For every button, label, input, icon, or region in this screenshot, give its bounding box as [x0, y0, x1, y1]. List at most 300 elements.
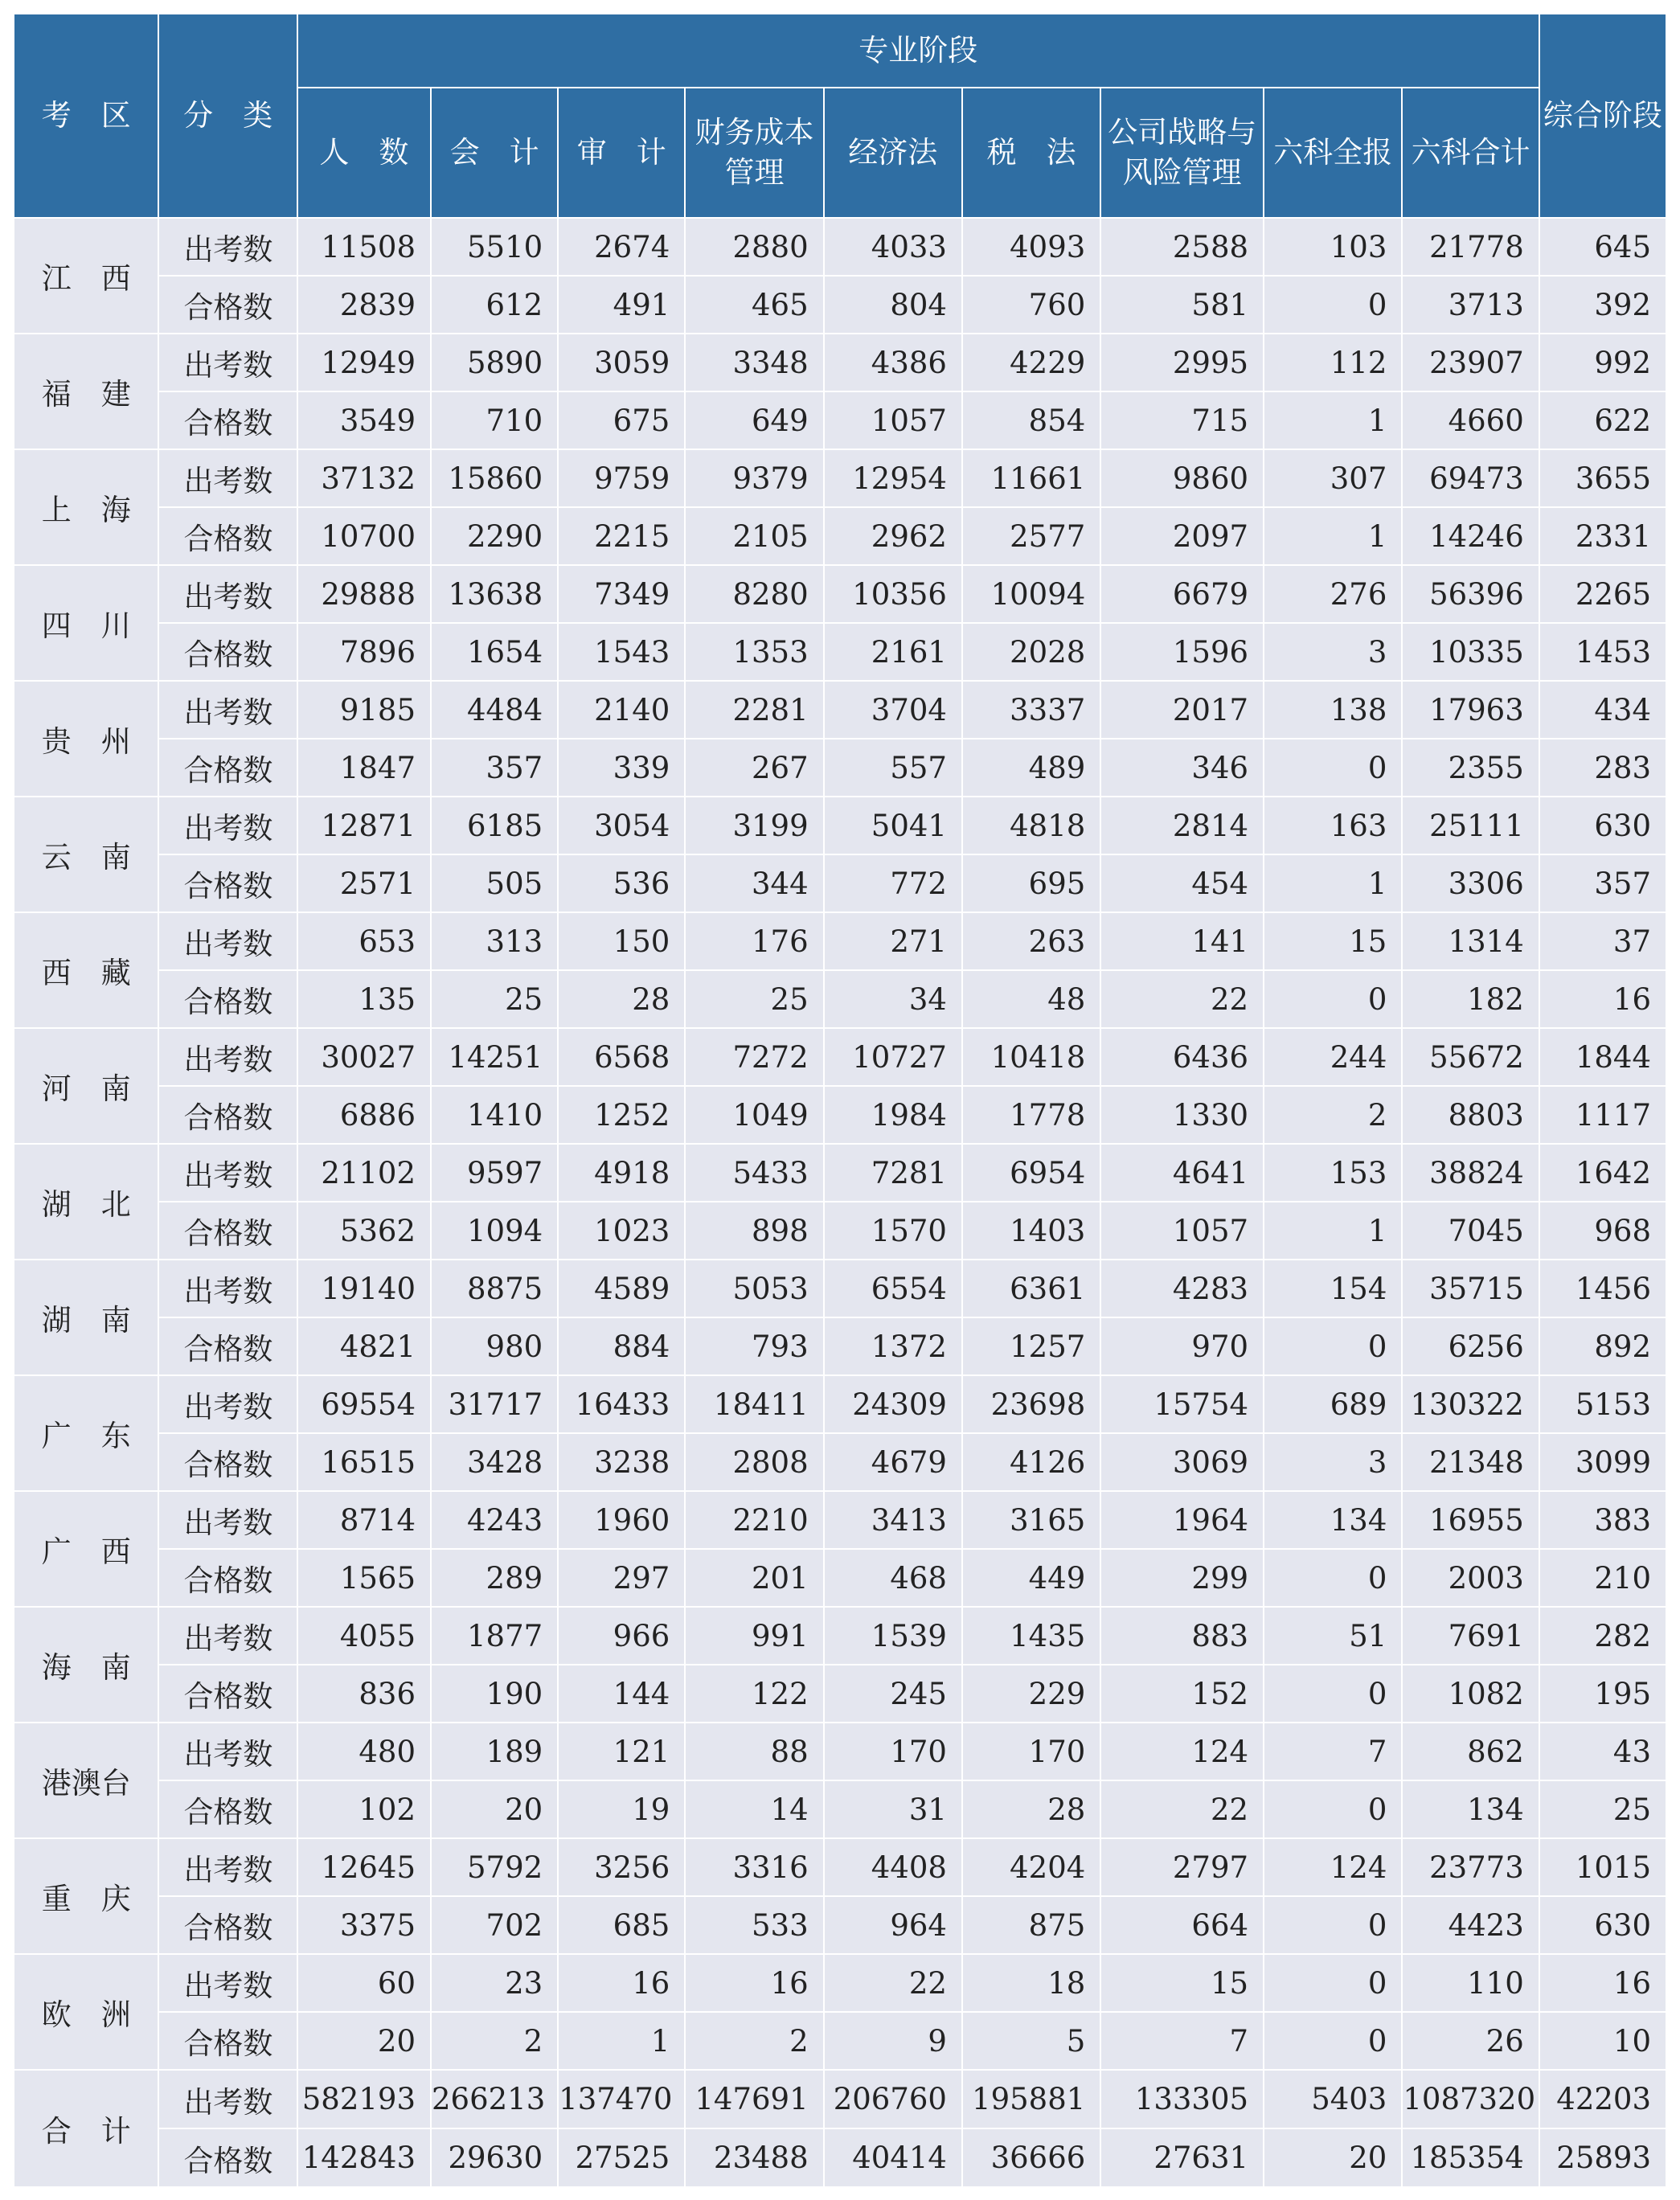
value-cell: 185354 — [1402, 2128, 1539, 2187]
value-cell: 675 — [558, 391, 685, 449]
value-cell: 346 — [1100, 739, 1264, 797]
value-cell: 4589 — [558, 1260, 685, 1317]
value-cell: 23773 — [1402, 1838, 1539, 1896]
value-cell: 2161 — [824, 623, 962, 681]
value-cell: 2331 — [1539, 507, 1666, 565]
value-cell: 4093 — [962, 218, 1100, 276]
value-cell: 163 — [1264, 797, 1402, 854]
value-cell: 10094 — [962, 565, 1100, 623]
value-cell: 4484 — [431, 681, 558, 739]
value-cell: 4818 — [962, 797, 1100, 854]
value-cell: 622 — [1539, 391, 1666, 449]
value-cell: 28 — [962, 1780, 1100, 1838]
value-cell: 689 — [1264, 1375, 1402, 1433]
value-cell: 103 — [1264, 218, 1402, 276]
value-cell: 134 — [1264, 1491, 1402, 1549]
value-cell: 7272 — [685, 1028, 823, 1086]
category-cell: 合格数 — [158, 391, 297, 449]
category-cell: 出考数 — [158, 912, 297, 970]
category-cell: 出考数 — [158, 565, 297, 623]
value-cell: 5153 — [1539, 1375, 1666, 1433]
value-cell: 392 — [1539, 276, 1666, 334]
value-cell: 0 — [1264, 1780, 1402, 1838]
value-cell: 10335 — [1402, 623, 1539, 681]
value-cell: 19140 — [297, 1260, 431, 1317]
region-cell: 上 海 — [14, 449, 158, 565]
value-cell: 536 — [558, 854, 685, 912]
value-cell: 25 — [431, 970, 558, 1028]
table-row — [14, 1838, 1666, 1896]
value-cell: 2588 — [1100, 218, 1264, 276]
table-row — [14, 912, 1666, 970]
category-cell: 出考数 — [158, 218, 297, 276]
value-cell: 702 — [431, 1896, 558, 1954]
value-cell: 645 — [1539, 218, 1666, 276]
table-row — [14, 507, 1666, 565]
value-cell: 40414 — [824, 2128, 962, 2187]
category-cell: 合格数 — [158, 507, 297, 565]
value-cell: 2 — [1264, 1086, 1402, 1144]
table-row — [14, 1433, 1666, 1491]
value-cell: 4283 — [1100, 1260, 1264, 1317]
value-cell: 581 — [1100, 276, 1264, 334]
value-cell: 5890 — [431, 334, 558, 391]
value-cell: 176 — [685, 912, 823, 970]
value-cell: 0 — [1264, 1549, 1402, 1607]
value-cell: 14246 — [1402, 507, 1539, 565]
value-cell: 357 — [431, 739, 558, 797]
value-cell: 38824 — [1402, 1144, 1539, 1202]
value-cell: 582193 — [297, 2070, 431, 2128]
value-cell: 27525 — [558, 2128, 685, 2187]
value-cell: 147691 — [685, 2070, 823, 2128]
value-cell: 55672 — [1402, 1028, 1539, 1086]
value-cell: 2808 — [685, 1433, 823, 1491]
table-row — [14, 218, 1666, 276]
value-cell: 5053 — [685, 1260, 823, 1317]
value-cell: 2 — [685, 2012, 823, 2070]
column-header-financial-cost-management: 财务成本管理 — [685, 88, 823, 218]
value-cell: 25 — [685, 970, 823, 1028]
exam-statistics-table — [13, 13, 1667, 2188]
value-cell: 195 — [1539, 1665, 1666, 1723]
value-cell: 0 — [1264, 970, 1402, 1028]
value-cell: 2962 — [824, 507, 962, 565]
value-cell: 22 — [824, 1954, 962, 2012]
value-cell: 154 — [1264, 1260, 1402, 1317]
value-cell: 27631 — [1100, 2128, 1264, 2187]
column-header-audit: 审 计 — [558, 88, 685, 218]
value-cell: 13638 — [431, 565, 558, 623]
value-cell: 434 — [1539, 681, 1666, 739]
column-header-economic-law: 经济法 — [824, 88, 962, 218]
value-cell: 138 — [1264, 681, 1402, 739]
category-cell: 出考数 — [158, 1723, 297, 1780]
value-cell: 4408 — [824, 1838, 962, 1896]
value-cell: 16433 — [558, 1375, 685, 1433]
value-cell: 9860 — [1100, 449, 1264, 507]
column-header-strategy-risk-management: 公司战略与风险管理 — [1100, 88, 1264, 218]
value-cell: 505 — [431, 854, 558, 912]
value-cell: 1642 — [1539, 1144, 1666, 1202]
value-cell: 31 — [824, 1780, 962, 1838]
value-cell: 793 — [685, 1317, 823, 1375]
value-cell: 12949 — [297, 334, 431, 391]
table-row — [14, 2128, 1666, 2187]
column-header-people-count: 人 数 — [297, 88, 431, 218]
value-cell: 3413 — [824, 1491, 962, 1549]
value-cell: 7691 — [1402, 1607, 1539, 1665]
value-cell: 1 — [558, 2012, 685, 2070]
value-cell: 121 — [558, 1723, 685, 1780]
value-cell: 1353 — [685, 623, 823, 681]
table-header — [14, 14, 1666, 218]
value-cell: 20 — [431, 1780, 558, 1838]
value-cell: 489 — [962, 739, 1100, 797]
value-cell: 16955 — [1402, 1491, 1539, 1549]
value-cell: 2097 — [1100, 507, 1264, 565]
value-cell: 2797 — [1100, 1838, 1264, 1896]
value-cell: 4229 — [962, 334, 1100, 391]
value-cell: 1964 — [1100, 1491, 1264, 1549]
value-cell: 557 — [824, 739, 962, 797]
table-row — [14, 1549, 1666, 1607]
value-cell: 307 — [1264, 449, 1402, 507]
value-cell: 21102 — [297, 1144, 431, 1202]
value-cell: 6436 — [1100, 1028, 1264, 1086]
value-cell: 16 — [685, 1954, 823, 2012]
value-cell: 170 — [824, 1723, 962, 1780]
value-cell: 22 — [1100, 970, 1264, 1028]
value-cell: 339 — [558, 739, 685, 797]
value-cell: 3256 — [558, 1838, 685, 1896]
value-cell: 3348 — [685, 334, 823, 391]
value-cell: 102 — [297, 1780, 431, 1838]
value-cell: 122 — [685, 1665, 823, 1723]
value-cell: 1023 — [558, 1202, 685, 1260]
value-cell: 5792 — [431, 1838, 558, 1896]
value-cell: 3713 — [1402, 276, 1539, 334]
value-cell: 190 — [431, 1665, 558, 1723]
value-cell: 28 — [558, 970, 685, 1028]
value-cell: 12954 — [824, 449, 962, 507]
value-cell: 206760 — [824, 2070, 962, 2128]
category-cell: 出考数 — [158, 449, 297, 507]
table-row — [14, 854, 1666, 912]
value-cell: 2265 — [1539, 565, 1666, 623]
value-cell: 980 — [431, 1317, 558, 1375]
value-cell: 3549 — [297, 391, 431, 449]
table-row — [14, 681, 1666, 739]
value-cell: 23698 — [962, 1375, 1100, 1433]
region-cell: 重 庆 — [14, 1838, 158, 1954]
value-cell: 9759 — [558, 449, 685, 507]
value-cell: 6679 — [1100, 565, 1264, 623]
value-cell: 21348 — [1402, 1433, 1539, 1491]
value-cell: 1 — [1264, 507, 1402, 565]
value-cell: 69554 — [297, 1375, 431, 1433]
value-cell: 715 — [1100, 391, 1264, 449]
value-cell: 37 — [1539, 912, 1666, 970]
value-cell: 25111 — [1402, 797, 1539, 854]
value-cell: 1117 — [1539, 1086, 1666, 1144]
table-row — [14, 1144, 1666, 1202]
category-cell: 出考数 — [158, 1028, 297, 1086]
value-cell: 144 — [558, 1665, 685, 1723]
region-cell: 欧 洲 — [14, 1954, 158, 2070]
value-cell: 6256 — [1402, 1317, 1539, 1375]
value-cell: 1456 — [1539, 1260, 1666, 1317]
column-header-six-subjects-all: 六科全报 — [1264, 88, 1402, 218]
category-cell: 出考数 — [158, 1838, 297, 1896]
value-cell: 875 — [962, 1896, 1100, 1954]
value-cell: 3238 — [558, 1433, 685, 1491]
value-cell: 19 — [558, 1780, 685, 1838]
value-cell: 2839 — [297, 276, 431, 334]
region-cell: 四 川 — [14, 565, 158, 681]
value-cell: 141 — [1100, 912, 1264, 970]
table-body — [14, 218, 1666, 2187]
table-row — [14, 276, 1666, 334]
comprehensive-stage-header: 综合阶段 — [1539, 14, 1666, 218]
value-cell: 282 — [1539, 1607, 1666, 1665]
value-cell: 29888 — [297, 565, 431, 623]
value-cell: 1403 — [962, 1202, 1100, 1260]
value-cell: 7896 — [297, 623, 431, 681]
value-cell: 276 — [1264, 565, 1402, 623]
value-cell: 135 — [297, 970, 431, 1028]
value-cell: 8875 — [431, 1260, 558, 1317]
category-cell: 合格数 — [158, 1665, 297, 1723]
value-cell: 299 — [1100, 1549, 1264, 1607]
value-cell: 8803 — [1402, 1086, 1539, 1144]
value-cell: 533 — [685, 1896, 823, 1954]
value-cell: 992 — [1539, 334, 1666, 391]
region-cell: 广 东 — [14, 1375, 158, 1491]
value-cell: 14251 — [431, 1028, 558, 1086]
value-cell: 124 — [1264, 1838, 1402, 1896]
value-cell: 5041 — [824, 797, 962, 854]
value-cell: 283 — [1539, 739, 1666, 797]
value-cell: 1984 — [824, 1086, 962, 1144]
value-cell: 2017 — [1100, 681, 1264, 739]
column-header-accounting: 会 计 — [431, 88, 558, 218]
value-cell: 854 — [962, 391, 1100, 449]
value-cell: 3165 — [962, 1491, 1100, 1549]
region-cell: 港澳台 — [14, 1723, 158, 1838]
value-cell: 4055 — [297, 1607, 431, 1665]
category-cell: 合格数 — [158, 2128, 297, 2187]
value-cell: 9 — [824, 2012, 962, 2070]
value-cell: 2290 — [431, 507, 558, 565]
value-cell: 630 — [1539, 797, 1666, 854]
value-cell: 15860 — [431, 449, 558, 507]
value-cell: 1 — [1264, 854, 1402, 912]
value-cell: 201 — [685, 1549, 823, 1607]
value-cell: 9185 — [297, 681, 431, 739]
value-cell: 15 — [1100, 1954, 1264, 2012]
value-cell: 133305 — [1100, 2070, 1264, 2128]
value-cell: 1 — [1264, 1202, 1402, 1260]
value-cell: 4033 — [824, 218, 962, 276]
region-cell: 江 西 — [14, 218, 158, 334]
value-cell: 4821 — [297, 1317, 431, 1375]
table-row — [14, 739, 1666, 797]
value-cell: 1257 — [962, 1317, 1100, 1375]
value-cell: 24309 — [824, 1375, 962, 1433]
value-cell: 892 — [1539, 1317, 1666, 1375]
value-cell: 0 — [1264, 1896, 1402, 1954]
value-cell: 16 — [1539, 1954, 1666, 2012]
value-cell: 6361 — [962, 1260, 1100, 1317]
value-cell: 124 — [1100, 1723, 1264, 1780]
value-cell: 804 — [824, 276, 962, 334]
value-cell: 15 — [1264, 912, 1402, 970]
region-cell: 合 计 — [14, 2070, 158, 2187]
value-cell: 1539 — [824, 1607, 962, 1665]
value-cell: 3059 — [558, 334, 685, 391]
value-cell: 16515 — [297, 1433, 431, 1491]
value-cell: 883 — [1100, 1607, 1264, 1665]
category-cell: 合格数 — [158, 1896, 297, 1954]
value-cell: 8280 — [685, 565, 823, 623]
value-cell: 1372 — [824, 1317, 962, 1375]
category-cell: 出考数 — [158, 1954, 297, 2012]
value-cell: 297 — [558, 1549, 685, 1607]
value-cell: 1057 — [1100, 1202, 1264, 1260]
value-cell: 3375 — [297, 1896, 431, 1954]
value-cell: 465 — [685, 276, 823, 334]
value-cell: 3316 — [685, 1838, 823, 1896]
region-cell: 云 南 — [14, 797, 158, 912]
table-row — [14, 2012, 1666, 2070]
value-cell: 1252 — [558, 1086, 685, 1144]
value-cell: 449 — [962, 1549, 1100, 1607]
category-cell: 合格数 — [158, 1317, 297, 1375]
value-cell: 5 — [962, 2012, 1100, 2070]
category-cell: 出考数 — [158, 334, 297, 391]
value-cell: 170 — [962, 1723, 1100, 1780]
value-cell: 1015 — [1539, 1838, 1666, 1896]
value-cell: 7349 — [558, 565, 685, 623]
value-cell: 2571 — [297, 854, 431, 912]
table-row — [14, 334, 1666, 391]
value-cell: 6954 — [962, 1144, 1100, 1202]
value-cell: 5510 — [431, 218, 558, 276]
value-cell: 1877 — [431, 1607, 558, 1665]
value-cell: 20 — [1264, 2128, 1402, 2187]
value-cell: 1543 — [558, 623, 685, 681]
table-row — [14, 565, 1666, 623]
value-cell: 1094 — [431, 1202, 558, 1260]
value-cell: 1960 — [558, 1491, 685, 1549]
value-cell: 685 — [558, 1896, 685, 1954]
value-cell: 271 — [824, 912, 962, 970]
value-cell: 112 — [1264, 334, 1402, 391]
category-cell: 出考数 — [158, 1607, 297, 1665]
value-cell: 480 — [297, 1723, 431, 1780]
value-cell: 1057 — [824, 391, 962, 449]
value-cell: 1570 — [824, 1202, 962, 1260]
category-cell: 出考数 — [158, 1375, 297, 1433]
value-cell: 43 — [1539, 1723, 1666, 1780]
category-cell: 合格数 — [158, 739, 297, 797]
value-cell: 2 — [431, 2012, 558, 2070]
value-cell: 4641 — [1100, 1144, 1264, 1202]
value-cell: 3306 — [1402, 854, 1539, 912]
category-cell: 合格数 — [158, 1433, 297, 1491]
value-cell: 6568 — [558, 1028, 685, 1086]
value-cell: 23907 — [1402, 334, 1539, 391]
value-cell: 10727 — [824, 1028, 962, 1086]
value-cell: 31717 — [431, 1375, 558, 1433]
value-cell: 0 — [1264, 1317, 1402, 1375]
value-cell: 4243 — [431, 1491, 558, 1549]
table-row — [14, 797, 1666, 854]
value-cell: 14 — [685, 1780, 823, 1838]
value-cell: 5362 — [297, 1202, 431, 1260]
value-cell: 266213 — [431, 2070, 558, 2128]
value-cell: 10 — [1539, 2012, 1666, 2070]
value-cell: 695 — [962, 854, 1100, 912]
region-cell: 河 南 — [14, 1028, 158, 1144]
category-cell: 合格数 — [158, 1780, 297, 1838]
value-cell: 150 — [558, 912, 685, 970]
table-row — [14, 1896, 1666, 1954]
table-row — [14, 1780, 1666, 1838]
value-cell: 3704 — [824, 681, 962, 739]
value-cell: 37132 — [297, 449, 431, 507]
value-cell: 25893 — [1539, 2128, 1666, 2187]
value-cell: 2355 — [1402, 739, 1539, 797]
category-cell: 出考数 — [158, 1260, 297, 1317]
value-cell: 195881 — [962, 2070, 1100, 2128]
value-cell: 7045 — [1402, 1202, 1539, 1260]
value-cell: 42203 — [1539, 2070, 1666, 2128]
table-row — [14, 391, 1666, 449]
value-cell: 6886 — [297, 1086, 431, 1144]
value-cell: 1596 — [1100, 623, 1264, 681]
value-cell: 344 — [685, 854, 823, 912]
value-cell: 4679 — [824, 1433, 962, 1491]
region-cell: 福 建 — [14, 334, 158, 449]
category-cell: 出考数 — [158, 797, 297, 854]
value-cell: 9379 — [685, 449, 823, 507]
value-cell: 189 — [431, 1723, 558, 1780]
value-cell: 25 — [1539, 1780, 1666, 1838]
value-cell: 51 — [1264, 1607, 1402, 1665]
value-cell: 4204 — [962, 1838, 1100, 1896]
value-cell: 36666 — [962, 2128, 1100, 2187]
value-cell: 2140 — [558, 681, 685, 739]
value-cell: 9597 — [431, 1144, 558, 1202]
value-cell: 966 — [558, 1607, 685, 1665]
value-cell: 130322 — [1402, 1375, 1539, 1433]
value-cell: 2995 — [1100, 334, 1264, 391]
table-row — [14, 1202, 1666, 1260]
value-cell: 69473 — [1402, 449, 1539, 507]
value-cell: 4386 — [824, 334, 962, 391]
value-cell: 10700 — [297, 507, 431, 565]
value-cell: 18 — [962, 1954, 1100, 2012]
value-cell: 454 — [1100, 854, 1264, 912]
value-cell: 11508 — [297, 218, 431, 276]
value-cell: 1410 — [431, 1086, 558, 1144]
professional-stage-header: 专业阶段 — [297, 14, 1539, 88]
value-cell: 1453 — [1539, 623, 1666, 681]
value-cell: 229 — [962, 1665, 1100, 1723]
value-cell: 3099 — [1539, 1433, 1666, 1491]
